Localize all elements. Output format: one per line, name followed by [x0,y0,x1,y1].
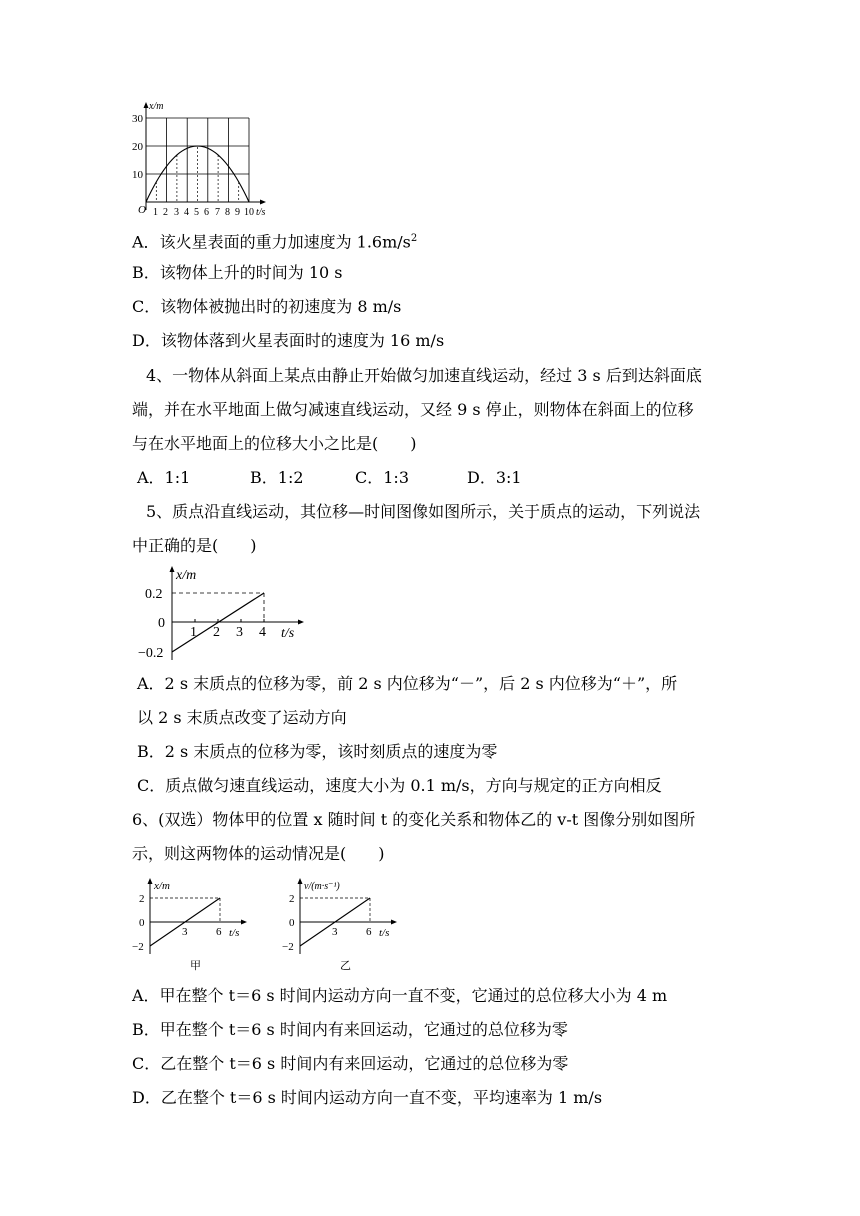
q4-stem-line-2: 端，并在水平地面上做匀减速直线运动，又经 9 s 停止，则物体在斜面上的位移 [132,400,694,419]
q3-option-d-text: 该物体落到火星表面时的速度为 16 m/s [160,331,445,350]
fig6b-xtick-3: 3 [332,926,338,938]
q6-option-d[interactable]: D．乙在整个 t＝6 s 时间内运动方向一直不变，平均速率为 1 m/s [132,1088,603,1107]
fig6a-xtick-3: 3 [182,926,188,938]
fig1-ylabel: x/m [149,101,164,112]
q6-stem-line-1: 6、(双选）物体甲的位置 x 随时间 t 的变化关系和物体乙的 v-t 图像分别如图所 [132,810,696,829]
q4-option-a[interactable]: A．1:1 [137,468,191,487]
fig6a-x-arrow [241,920,247,925]
fig1-xticks-9: 9 [235,207,240,218]
fig1-y-arrow [144,102,149,108]
q3-option-a-text: 该火星表面的重力加速度为 1.6m/s [159,232,411,252]
fig6b-xtick-6: 6 [366,926,372,938]
fig1-xticks-5: 5 [194,207,199,218]
q4-stem-line-3: 与在水平地面上的位移大小之比是( ) [132,434,417,453]
q3-option-d-key: D． [132,331,161,350]
fig5-y-arrow [170,566,175,572]
fig5-ytick-0: 0 [158,616,165,631]
fig5-graph [138,560,308,664]
q5-option-b[interactable]: B．2 s 末质点的位移为零，该时刻质点的速度为零 [137,742,498,761]
fig6a-y-arrow [148,878,153,884]
fig5-ylabel: x/m [176,568,197,583]
fig6a-xlabel: t/s [229,927,240,939]
q3-option-a[interactable] [132,229,417,252]
fig6a-xtick-6: 6 [216,926,222,938]
fig1-ytick-20: 20 [132,141,143,153]
q3-option-a-key: A． [132,232,160,252]
q3-option-c[interactable] [132,297,401,317]
fig6b-ylabel: v/(m·s⁻¹) [304,881,340,892]
fig1-xlabel: t/s [256,207,266,218]
fig1-xticks-10: 10 [244,207,254,218]
fig1-xticks-2: 2 [163,207,168,218]
fig6a-caption: 甲 [190,960,201,972]
q3-option-b-text: 该物体上升的时间为 10 s [159,263,343,282]
fig1-xticks-8: 8 [225,207,230,218]
fig6b-ytick-0: 0 [289,917,295,929]
fig6b-graph [280,872,410,974]
fig5-xtick-4: 4 [259,625,266,640]
fig6a-graph [130,872,260,974]
fig6a-ytick-0: 0 [139,917,145,929]
fig6b-xlabel: t/s [379,927,390,939]
fig1-x-arrow [260,200,266,205]
fig1-xticks-4: 4 [184,207,189,218]
q6-option-c[interactable]: C．乙在整个 t＝6 s 时间内有来回运动，它通过的总位移为零 [132,1054,569,1073]
fig1-xticks-6: 6 [204,207,209,218]
fig5-ytick-0.2: 0.2 [145,587,163,602]
fig1-xticks-3: 3 [174,207,179,218]
fig6b-x-arrow [391,920,397,925]
fig1-ytick-10: 10 [132,169,143,181]
q4-stem-line-1: 4、一物体从斜面上某点由静止开始做匀加速直线运动，经过 3 s 后到达斜面底 [146,366,702,385]
q3-option-c-text: 该物体被抛出时的初速度为 8 m/s [160,297,402,316]
fig5-xtick-1: 1 [190,625,197,640]
fig1-graph [128,100,278,218]
fig5-ytick--0.2: −0.2 [138,646,164,661]
q6-option-b[interactable]: B．甲在整个 t＝6 s 时间内有来回运动，它通过的总位移为零 [132,1020,568,1039]
q5-stem-line-2: 中正确的是( ) [132,536,257,555]
q4-option-c[interactable]: C．1:3 [355,468,409,487]
fig5-xtick-3: 3 [236,625,243,640]
q3-option-c-key: C． [132,297,161,316]
fig1-dashed-verticals [156,147,238,202]
q4-option-d[interactable]: D．3:1 [467,468,522,487]
q3-option-b[interactable] [132,263,343,283]
fig6b-ytick-2: 2 [289,893,295,905]
fig1-origin: O [138,204,146,216]
fig1-xticks-7: 7 [215,207,220,218]
fig6a-ytick--2: −2 [132,941,144,953]
fig5-x-arrow [298,620,304,625]
q6-option-a[interactable]: A．甲在整个 t＝6 s 时间内运动方向一直不变，它通过的总位移大小为 4 m [132,986,668,1005]
fig6b-y-arrow [298,878,303,884]
q5-option-c[interactable]: C．质点做匀速直线运动，速度大小为 0.1 m/s，方向与规定的正方向相反 [137,776,662,795]
q5-option-a-line-2: 以 2 s 末质点改变了运动方向 [137,708,347,727]
q3-option-b-key: B． [132,263,160,282]
fig6b-caption: 乙 [340,960,351,972]
fig6b-ytick--2: −2 [282,941,294,953]
q5-option-a-line-1[interactable]: A．2 s 末质点的位移为零，前 2 s 内位移为“－”，后 2 s 内位移为“＋”，所 [137,674,678,693]
fig1-xticks-1: 1 [153,207,158,218]
fig5-xlabel: t/s [281,626,295,641]
q4-option-b[interactable]: B．1:2 [250,468,304,487]
q6-stem-line-2: 示，则这两物体的运动情况是( ) [132,844,385,863]
q5-stem-line-1: 5、质点沿直线运动，其位移—时间图像如图所示，关于质点的运动，下列说法 [146,502,701,521]
fig6a-ylabel: x/m [154,880,170,892]
fig5-xtick-2: 2 [213,625,220,640]
q3-option-a-sup: 2 [410,233,418,244]
fig1-ytick-30: 30 [132,113,143,125]
fig6a-ytick-2: 2 [139,893,145,905]
q3-option-d[interactable] [132,331,444,351]
